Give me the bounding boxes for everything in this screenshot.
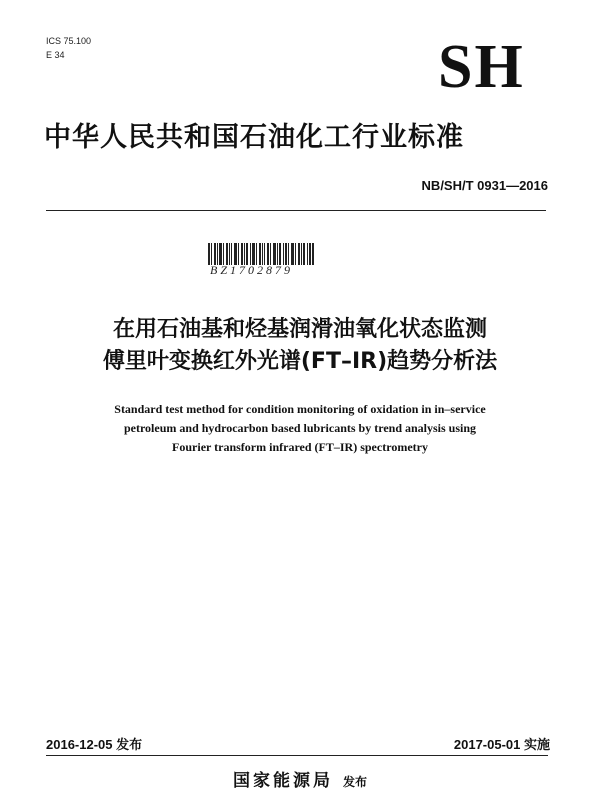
- english-title-line-2: petroleum and hydrocarbon based lubricants by trend analysis using: [123, 421, 477, 435]
- issuer-action: 发布: [342, 775, 367, 789]
- chinese-title-line-2: 傅里叶变换红外光谱(FT–IR)趋势分析法: [102, 349, 498, 374]
- footer-divider: [46, 755, 548, 756]
- issuer-organization: 国家能源局: [232, 771, 333, 791]
- english-title-line-1: Standard test method for condition monitoring of oxidation in in–service: [114, 402, 486, 416]
- issue-date: 2016-12-05 发布: [46, 737, 143, 752]
- english-title-line-3: Fourier transform infrared (FT–IR) spectrometry: [172, 440, 428, 454]
- standard-category-title: 中华人民共和国石油化工行业标准: [44, 122, 464, 153]
- barcode-number: BZ1702879: [210, 263, 294, 277]
- chinese-title-line-1: 在用石油基和烃基润滑油氧化状态监测: [112, 317, 487, 342]
- header-divider: [46, 210, 546, 211]
- ccs-code: E 34: [46, 50, 65, 60]
- standard-number: NB/SH/T 0931—2016: [421, 178, 548, 193]
- issuer: [0, 766, 600, 791]
- chinese-title: [30, 314, 570, 378]
- classification-codes: [46, 34, 91, 62]
- standard-mark: SH: [438, 33, 525, 101]
- english-title: [30, 400, 570, 457]
- ics-code: ICS 75.100: [46, 36, 92, 46]
- implementation-date: 2017-05-01 实施: [453, 737, 550, 752]
- barcode-image: [208, 243, 314, 265]
